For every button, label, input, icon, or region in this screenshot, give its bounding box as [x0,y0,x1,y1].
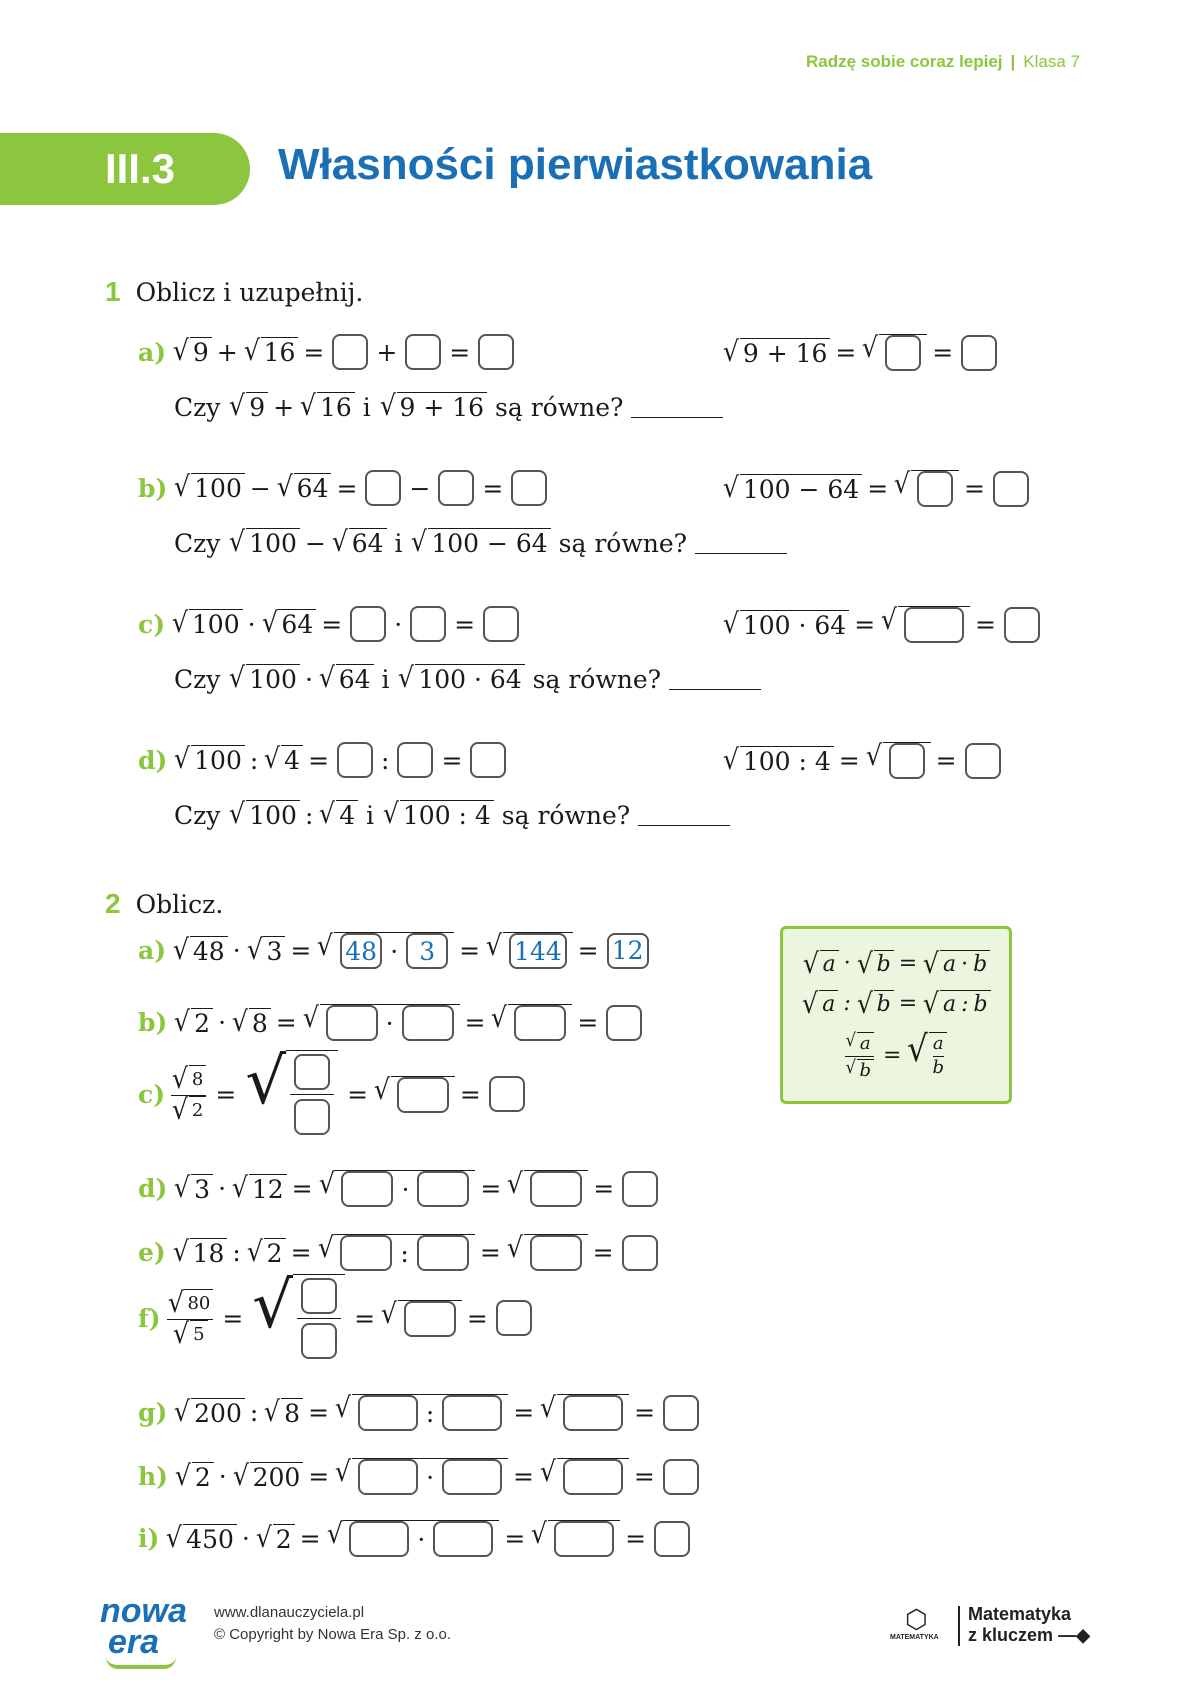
answer-box[interactable] [904,607,964,643]
answer-box[interactable] [483,606,519,642]
task-1-question: Czy √ 100 − √ 64 i √ 100 − 64 są równe? [174,528,787,558]
answer-box[interactable] [889,743,925,779]
answer-box[interactable] [358,1459,418,1495]
answer-box[interactable] [341,1171,393,1207]
answer-box[interactable] [622,1171,658,1207]
answer-box[interactable] [654,1521,690,1557]
task-1-part-right: √ 100 : 4 = √ = [722,742,1004,779]
answer-box[interactable] [514,1005,566,1041]
answer-box: 48 [340,933,382,969]
answer-box[interactable] [530,1235,582,1271]
answer-box[interactable] [530,1171,582,1207]
answer-box[interactable] [340,1235,392,1271]
answer-line[interactable] [669,669,761,690]
task-2-example: a) √ 48 · √ 3 = √ 48 · 3 = √ 144 = 12 [138,932,652,969]
answer-box[interactable] [294,1054,330,1090]
task-2-part: f) √ 80 √ 5 = √ = √ = [138,1274,535,1362]
answer-box[interactable] [489,1076,525,1112]
answer-box[interactable] [563,1459,623,1495]
formula-fraction: √ a √ b = √ $\frac{a}{b}$ [845,1030,947,1081]
task-2-heading: 2 Oblicz. [105,888,224,919]
answer-box[interactable] [496,1300,532,1336]
copyright: © Copyright by Nowa Era Sp. z o.o. [214,1626,451,1643]
answer-box[interactable] [397,1077,449,1113]
answer-box[interactable] [358,1395,418,1431]
task-2-part: e) √ 18 : √ 2 = √ : = √ = [138,1234,661,1271]
task-1-part-left: d) √ 100 : √ 4 = : = [138,742,509,778]
task-1-question: Czy √ 9 + √ 16 i √ 9 + 16 są równe? [174,392,723,422]
answer-box[interactable] [294,1099,330,1135]
answer-box[interactable] [397,742,433,778]
answer-box[interactable] [438,470,474,506]
answer-line[interactable] [631,397,723,418]
answer-box[interactable] [563,1395,623,1431]
answer-box[interactable] [433,1521,493,1557]
task-1-part-right: √ 100 · 64 = √ = [722,606,1043,643]
answer-box[interactable] [404,1301,456,1337]
answer-box[interactable] [349,1521,409,1557]
answer-box[interactable] [417,1235,469,1271]
task-2-part: b) √ 2 · √ 8 = √ · = √ = [138,1004,645,1041]
page-title: Własności pierwiastkowania [278,140,873,189]
answer-box[interactable] [993,471,1029,507]
answer-box[interactable] [326,1005,378,1041]
answer-box: 144 [509,933,567,969]
answer-box[interactable] [965,743,1001,779]
answer-box[interactable] [961,335,997,371]
section-number: III.3 [104,145,176,192]
formula-box [780,926,1012,1104]
brand-divider [958,1606,960,1646]
task-1-question: Czy √ 100 · √ 64 i √ 100 · 64 są równe? [174,664,761,694]
brand-small-text: MATEMATYKA [890,1634,939,1641]
answer-box[interactable] [417,1171,469,1207]
nowa-era-logo: nowa era [100,1596,187,1669]
answer-box[interactable] [606,1005,642,1041]
answer-box[interactable] [301,1278,337,1314]
task-2-part: i) √ 450 · √ 2 = √ · = √ = [138,1520,693,1557]
answer-box[interactable] [622,1235,658,1271]
answer-box[interactable] [442,1459,502,1495]
answer-box[interactable] [470,742,506,778]
answer-box[interactable] [337,742,373,778]
answer-box[interactable] [332,334,368,370]
answer-box[interactable] [554,1521,614,1557]
series-header: Radzę sobie coraz lepiej | Klasa 7 [806,52,1080,71]
answer-box[interactable] [663,1459,699,1495]
answer-box[interactable] [350,606,386,642]
task-1-part-left: a) √ 9 + √ 16 = + = [138,334,517,370]
answer-line[interactable] [638,805,730,826]
answer-box[interactable] [917,471,953,507]
answer-box[interactable] [301,1323,337,1359]
task-2-part: d) √ 3 · √ 12 = √ · = √ = [138,1170,661,1207]
website-link[interactable]: www.dlanauczyciela.pl [214,1604,365,1621]
task-1-question: Czy √ 100 : √ 4 i √ 100 : 4 są równe? [174,800,730,830]
task-1-part-right: √ 9 + 16 = √ = [722,334,1000,371]
task-1-part-left: c) √ 100 · √ 64 = · = [138,606,522,642]
answer-box[interactable] [663,1395,699,1431]
answer-line[interactable] [695,533,787,554]
formula-quotient: √ a : √ b = √ a : b [801,990,990,1018]
task-1-part-left: b) √ 100 − √ 64 = − = [138,470,550,506]
answer-box[interactable] [442,1395,502,1431]
answer-box[interactable] [365,470,401,506]
cube-icon: ⬡ [905,1604,928,1634]
answer-box: 12 [607,933,649,969]
task-1-part-right: √ 100 − 64 = √ = [722,470,1032,507]
answer-box: 3 [406,933,448,969]
formula-product: √ a · √ b = √ a · b [802,950,990,978]
key-icon: —◆ [1058,1625,1090,1645]
footer-info [214,1602,451,1646]
task-2-part: h) √ 2 · √ 200 = √ · = √ = [138,1458,702,1495]
answer-box[interactable] [405,334,441,370]
answer-box[interactable] [1004,607,1040,643]
task-2-part: c) √ 8 √ 2 = √ = √ = [138,1050,528,1138]
brand-logo: Matematyka z kluczem —◆ [968,1604,1090,1645]
answer-box[interactable] [511,470,547,506]
answer-box[interactable] [885,335,921,371]
task-2-part: g) √ 200 : √ 8 = √ : = √ = [138,1394,702,1431]
answer-box[interactable] [478,334,514,370]
answer-box[interactable] [410,606,446,642]
answer-box[interactable] [402,1005,454,1041]
task-1-heading: 1 Oblicz i uzupełnij. [105,276,364,307]
